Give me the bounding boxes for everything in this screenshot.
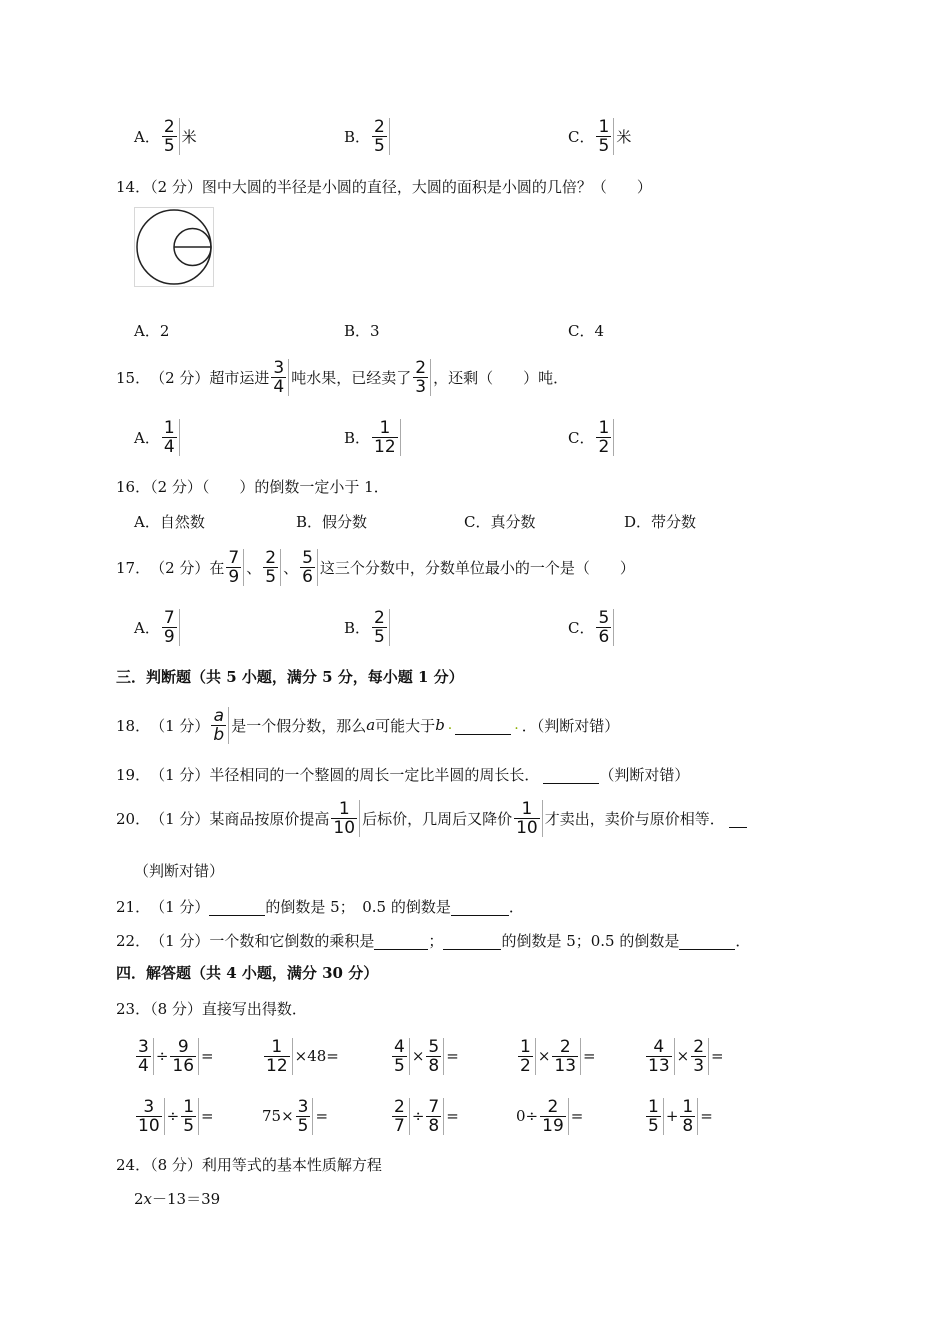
calc-item: $\frac{4}{13}$ × $\frac{2}{3}$ =: [648, 1036, 724, 1076]
answer-blank[interactable]: [543, 765, 599, 784]
q16-option-b: B．假分数: [296, 513, 368, 531]
answer-blank[interactable]: [729, 809, 747, 828]
fraction: $\frac{2}{3}$: [413, 359, 431, 396]
fraction: $\frac{2}{5}$: [162, 118, 180, 155]
q13-option-c: C． $\frac{1}{5}$ 米: [568, 116, 632, 156]
fraction: $\frac{1}{2}$: [596, 419, 614, 456]
fraction: $\frac{1}{5}$: [596, 118, 614, 155]
fraction: $\frac{1}{10}$: [331, 800, 360, 837]
question-21: 21． （1 分） 的倒数是 5； 0.5 的倒数是 ．: [116, 897, 524, 916]
fraction: $\frac{2}{7}$: [392, 1098, 410, 1135]
fraction: $\frac{a}{b}$: [211, 707, 229, 744]
fraction: $\frac{5}{8}$: [426, 1038, 444, 1075]
fraction: $\frac{9}{16}$: [170, 1038, 199, 1075]
answer-blank[interactable]: [451, 897, 509, 916]
q15-option-a: A． $\frac{1}{4}$: [134, 416, 182, 458]
answer-blank[interactable]: [209, 897, 265, 916]
fraction: $\frac{5}{6}$: [300, 549, 318, 586]
q15-option-c: C． $\frac{1}{2}$: [568, 416, 616, 458]
q24-equation: 2x－13＝39: [134, 1190, 221, 1208]
fraction: $\frac{5}{6}$: [596, 609, 614, 646]
answer-blank[interactable]: [374, 931, 428, 950]
fraction: $\frac{2}{13}$: [552, 1038, 581, 1075]
fraction: $\frac{2}{5}$: [372, 118, 390, 155]
q16-option-d: D．带分数: [624, 513, 697, 531]
calc-item: $\frac{1}{2}$ × $\frac{2}{13}$ =: [520, 1036, 596, 1076]
fraction: $\frac{4}{5}$: [392, 1038, 410, 1075]
question-24: 24．（8 分）利用等式的基本性质解方程: [116, 1156, 382, 1174]
fraction: $\frac{2}{3}$: [691, 1038, 709, 1075]
fraction: $\frac{7}{8}$: [426, 1098, 444, 1135]
calc-item: 75× $\frac{3}{5}$ =: [262, 1096, 329, 1136]
fraction: $\frac{2}{19}$: [540, 1098, 569, 1135]
section-3-heading: 三．判断题（共 5 小题，满分 5 分，每小题 1 分）: [116, 668, 464, 686]
fraction: $\frac{2}{5}$: [263, 549, 281, 586]
fraction: $\frac{7}{9}$: [162, 609, 180, 646]
fraction: $\frac{1}{12}$: [264, 1038, 293, 1075]
q17-option-a: A． $\frac{7}{9}$: [134, 606, 182, 648]
question-16: 16．（2 分）（ ）的倒数一定小于 1．: [116, 478, 389, 496]
calc-item: $\frac{2}{7}$ ÷ $\frac{7}{8}$ =: [394, 1096, 459, 1136]
q17-option-c: C． $\frac{5}{6}$: [568, 606, 616, 648]
calc-item: $\frac{3}{4}$ ÷ $\frac{9}{16}$ =: [138, 1036, 214, 1076]
fraction: $\frac{1}{2}$: [518, 1038, 536, 1075]
fraction: $\frac{1}{5}$: [646, 1098, 664, 1135]
fraction: $\frac{7}{9}$: [226, 549, 244, 586]
fraction: $\frac{1}{5}$: [181, 1098, 199, 1135]
calc-item: $\frac{4}{5}$ × $\frac{5}{8}$ =: [394, 1036, 459, 1076]
q20-line-2: （判断对错）: [134, 862, 225, 880]
q16-option-c: C．真分数: [464, 513, 536, 531]
question-20: 20． （1 分）某商品按原价提高 $\frac{1}{10}$ 后标价，几周后又降价 $\frac{1}{10}$ 才卖出，卖价与原价相等．: [116, 796, 747, 840]
circles-figure: [134, 207, 214, 287]
calc-item: $\frac{3}{10}$ ÷ $\frac{1}{5}$ =: [138, 1096, 214, 1136]
calc-item: 0÷ $\frac{2}{19}$ =: [516, 1096, 584, 1136]
fraction: $\frac{3}{10}$: [136, 1098, 165, 1135]
fraction: $\frac{1}{12}$: [372, 419, 401, 456]
q14-option-b: B．3: [344, 322, 380, 340]
fraction: $\frac{3}{4}$: [136, 1038, 154, 1075]
answer-blank[interactable]: [455, 716, 511, 735]
q16-option-a: A．自然数: [134, 513, 205, 531]
question-17: 17． （2 分）在 $\frac{7}{9}$ 、 $\frac{2}{5}$ 、 $\frac{5}{6}$ 这三个分数中，分数单位最小的一个是（ ）: [116, 547, 635, 587]
fraction: $\frac{3}{4}$: [271, 359, 289, 396]
question-14: 14．（2 分）图中大圆的半径是小圆的直径，大圆的面积是小圆的几倍？（ ）: [116, 178, 652, 196]
calc-item: $\frac{1}{5}$ + $\frac{1}{8}$ =: [648, 1096, 713, 1136]
fraction: $\frac{3}{5}$: [296, 1098, 314, 1135]
question-19: 19． （1 分）半径相同的一个整圆的周长一定比半圆的周长长． （判断对错）: [116, 765, 690, 784]
question-15: 15． （2 分）超市运进 $\frac{3}{4}$ 吨水果，已经卖了 $\frac{2}{3}$ ，还剩（ ）吨．: [116, 357, 569, 397]
answer-blank[interactable]: [679, 931, 735, 950]
fraction: $\frac{1}{8}$: [680, 1098, 698, 1135]
question-23: 23．（8 分）直接写出得数．: [116, 1000, 307, 1018]
answer-blank[interactable]: [443, 931, 501, 950]
answer-mark: .: [514, 717, 519, 733]
fraction: $\frac{1}{10}$: [514, 800, 543, 837]
q13-option-a: A． $\frac{2}{5}$ 米: [134, 116, 197, 156]
question-22: 22． （1 分）一个数和它倒数的乘积是 ； 的倒数是 5；0.5 的倒数是 ．: [116, 931, 751, 950]
q14-option-a: A．2: [134, 322, 170, 340]
q14-option-c: C．4: [568, 322, 605, 340]
q13-option-b: B． $\frac{2}{5}$: [344, 116, 392, 156]
section-4-heading: 四．解答题（共 4 小题，满分 30 分）: [116, 964, 379, 982]
fraction: $\frac{4}{13}$: [646, 1038, 675, 1075]
fraction: $\frac{2}{5}$: [372, 609, 390, 646]
answer-mark: .: [447, 717, 453, 733]
q15-option-b: B． $\frac{1}{12}$: [344, 416, 403, 458]
fraction: $\frac{1}{4}$: [162, 419, 180, 456]
q17-option-b: B． $\frac{2}{5}$: [344, 606, 392, 648]
calc-item: $\frac{1}{12}$ ×48 =: [266, 1036, 339, 1076]
question-18: 18． （1 分） $\frac{a}{b}$ 是一个假分数，那么 a 可能大于 b . . ．（判断对错）: [116, 705, 620, 745]
